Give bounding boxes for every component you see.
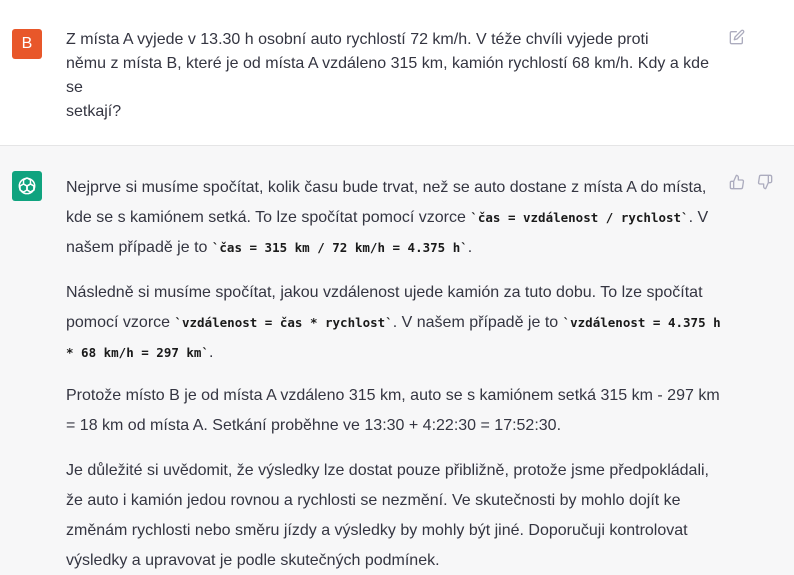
openai-logo-icon	[16, 175, 38, 197]
user-message	[0, 0, 794, 146]
assistant-avatar	[12, 171, 42, 201]
user-avatar: B	[12, 29, 42, 59]
answer-paragraph	[66, 278, 726, 368]
user-message-line: se	[66, 79, 83, 96]
feedback-buttons	[729, 174, 775, 192]
answer-text: Následně si musíme spočítat, jakou vzdálenost ujede kamión za tuto dobu. To lze spočítat pomocí vzorce	[66, 284, 703, 331]
user-message-line: setkají?	[66, 103, 122, 120]
answer-text: . V našem případě je to	[392, 314, 563, 331]
inline-code: `čas = 315 km / 72 km/h = 4.375 h`	[211, 240, 468, 255]
answer-text: .	[467, 239, 473, 256]
inline-code: `vzdálenost = čas * rychlost`	[174, 315, 393, 330]
edit-icon[interactable]	[729, 29, 747, 47]
answer-text: . V našem případě je to	[66, 209, 709, 256]
user-message-line: Z místa A vyjede v 13.30 h osobní auto rychlostí 72 km/h. V téže chvíli vyjede proti	[66, 31, 649, 48]
user-message-line: němu z místa B, které je od místa A vzdáleno 315 km, kamión rychlostí 68 km/h. Kdy a kde	[66, 55, 709, 72]
assistant-message-text	[66, 173, 726, 575]
answer-paragraph: Je důležité si uvědomit, že výsledky lze dostat pouze přibližně, protože jsme předpokládali, že auto i kamión jedou rovnou a rychlosti se nezmění. Ve skutečnosti by mohlo dojít ke změnám rychlosti nebo směru jízdy a výsledky by mohly být jiné. Doporučuji kontrolovat výsledky a upravovat je podle skutečných podmínek.	[66, 462, 709, 569]
answer-text: .	[209, 344, 214, 361]
thumbs-up-icon[interactable]	[729, 174, 747, 192]
thumbs-down-icon[interactable]	[757, 174, 775, 192]
answer-paragraph: Protože místo B je od místa A vzdáleno 315 km, auto se s kamiónem setká 315 km - 297 km = 18 km od místa A. Setkání proběhne ve 13:30 + 4:22:30 = 17:52:30.	[66, 387, 720, 434]
answer-text: Nejprve si musíme spočítat, kolik času bude trvat, než se auto dostane z místa A do místa, kde se s kamiónem setká. To lze spočítat pomocí vzorce	[66, 179, 707, 226]
inline-code: `vzdálenost = 4.375 h * 68 km/h = 297 km`	[66, 315, 721, 360]
answer-paragraph	[66, 173, 726, 263]
user-message-text	[66, 28, 711, 124]
assistant-message	[0, 146, 794, 575]
inline-code: `čas = vzdálenost / rychlost`	[470, 210, 689, 225]
